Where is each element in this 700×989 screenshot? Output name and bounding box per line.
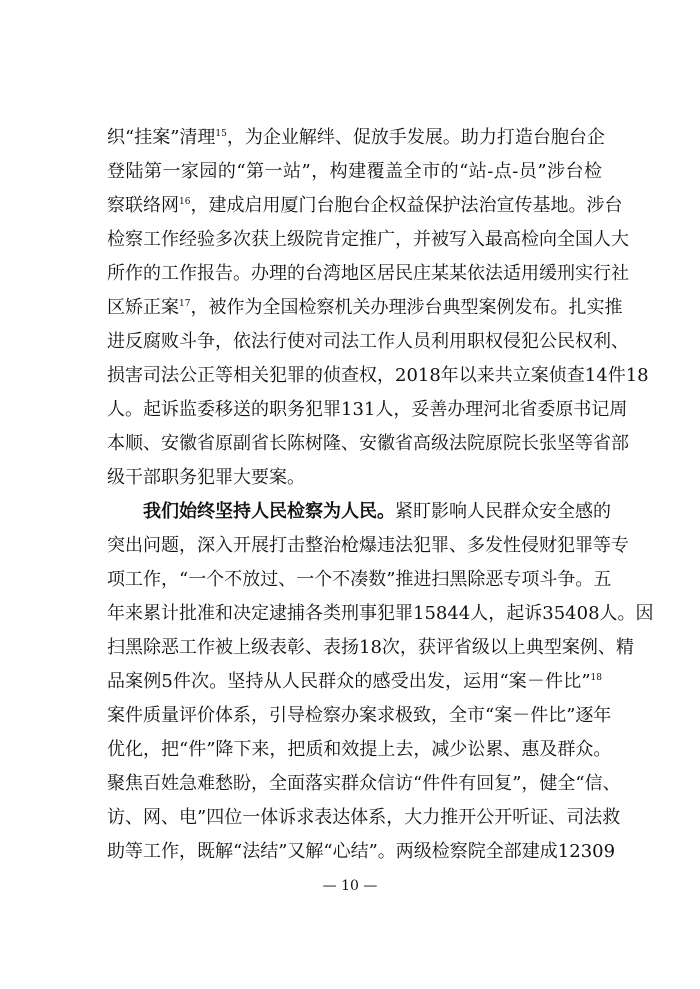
text-line: 案件质量评价体系，引导检察办案求极致，全市“案－件比”逐年	[107, 705, 612, 726]
text-line: 优化，把“件”降下来，把质和效提上去，减少讼累、惠及群众。	[107, 739, 612, 760]
text-line: 察联络网$^{16}$，建成启用厦门台胞台企权益保护法治宣传基地。涉台	[107, 195, 623, 216]
text-line: 损害司法公正等相关犯罪的侦查权，2018年以来共立案侦查14件18	[107, 365, 649, 386]
footnote-marker: 18	[590, 673, 602, 683]
text-line: 品案例5件次。坚持从人民群众的感受出发，运用“案－件比”$^{18}$	[107, 671, 602, 692]
paragraph-lead: 我们始终坚持人民检察为人民。	[143, 501, 395, 522]
text-line: 级干部职务犯罪大要案。	[107, 467, 305, 488]
text-line: 人。起诉监委移送的职务犯罪131人，妥善办理河北省委原书记周	[107, 399, 628, 420]
text-line: 所作的工作报告。办理的台湾地区居民庄某某依法适用缓刑实行社	[107, 263, 629, 284]
page-number: — 10 —	[322, 878, 378, 894]
paragraph-lead-line: 我们始终坚持人民检察为人民。紧盯影响人民群众安全感的	[143, 501, 611, 522]
text-line: 本顺、安徽省原副省长陈树隆、安徽省高级法院原院长张坚等省部	[107, 433, 629, 454]
text-line: 项工作，“一个不放过、一个不凑数”推进扫黑除恶专项斗争。五	[107, 569, 612, 590]
text-line: 区矫正案$^{17}$，被作为全国检察机关办理涉台典型案例发布。扎实推	[107, 297, 623, 318]
text-line: 检察工作经验多次获上级院肯定推广，并被写入最高检向全国人大	[107, 229, 629, 250]
text-line: 进反腐败斗争，依法行使对司法工作人员利用职权侵犯公民权利、	[107, 331, 629, 352]
footnote-marker: 15	[215, 129, 227, 139]
text-line: 扫黑除恶工作被上级表彰、表扬18次，获评省级以上典型案例、精	[107, 637, 634, 658]
text-line: 助等工作，既解“法结”又解“心结”。两级检察院全部建成12309	[107, 841, 616, 862]
text-line: 年来累计批准和决定逮捕各类刑事犯罪15844人，起诉35408人。因	[107, 603, 654, 624]
text-line: 登陆第一家园的“第一站”，构建覆盖全市的“站-点-员”涉台检	[107, 161, 602, 182]
text-line: 聚焦百姓急难愁盼，全面落实群众信访“件件有回复”，健全“信、	[107, 773, 621, 794]
text-line: 织“挂案”清理$^{15}$，为企业解绊、促放手发展。助力打造台胞台企	[107, 127, 605, 148]
footnote-marker: 16	[179, 197, 191, 207]
footnote-marker: 17	[179, 299, 191, 309]
text-line: 访、网、电”四位一体诉求表达体系，大力推开公开听证、司法救	[107, 807, 621, 828]
text-line: 突出问题，深入开展打击整治枪爆违法犯罪、多发性侵财犯罪等专	[107, 535, 629, 556]
